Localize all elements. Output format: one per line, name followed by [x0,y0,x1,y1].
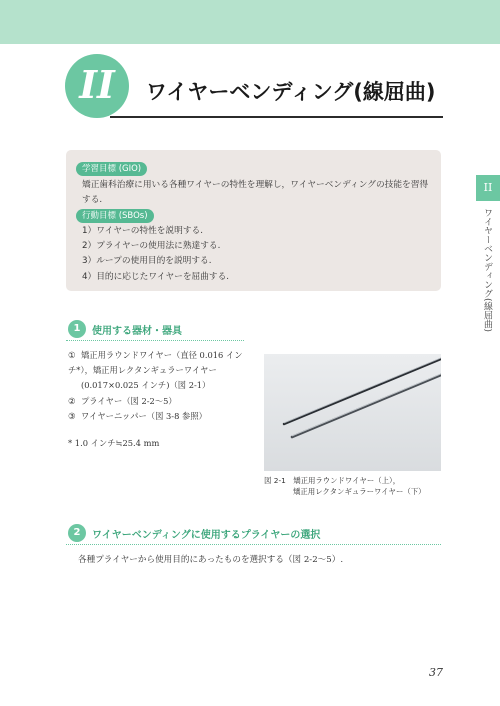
caption-line-2: 矯正用レクタンギュラーワイヤー（下） [293,487,426,496]
chapter-numeral: II [79,62,115,107]
wire-photo [264,354,441,471]
side-chapter-title: ワイヤーベンディング(線屈曲) [482,208,492,333]
side-chapter-tab: II [476,175,500,201]
sbo-label: 行動目標 (SBOs) [76,209,154,223]
tools-list-item: ② プライヤー（図 2-2〜5） [68,395,177,406]
section-2-number-badge: 2 [68,524,86,542]
chapter-title: ワイヤーベンディング(線屈曲) [146,80,436,104]
gio-label: 学習目標 (GIO) [76,162,147,176]
section-2-rule [66,544,441,545]
section-1-title: 使用する器材・器具 [92,326,182,337]
inch-footnote: * 1.0 インチ≒25.4 mm [68,438,160,448]
gio-text: 矯正歯科治療に用いる各種ワイヤーの特性を理解し，ワイヤーベンディングの技能を習得する. [82,180,429,205]
sbo-item: 2）プライヤーの使用法に熟達する. [82,241,221,252]
chapter-title-underline [110,116,443,118]
tools-list [68,348,250,424]
section-1-rule [66,340,244,341]
sbo-item: 4）目的に応じたワイヤーを屈曲する. [82,271,230,282]
caption-line-1: 図 2-1 矯正用ラウンドワイヤー（上）， [264,476,401,485]
section-1-number-badge: 1 [68,320,86,338]
tools-list-item-continued: (0.017×0.025 インチ)（図 2-1） [81,380,211,391]
tools-list-item: ③ ワイヤーニッパー（図 3-8 参照） [68,410,207,421]
section-2-title: ワイヤーベンディングに使用するプライヤーの選択 [92,530,321,541]
sbo-item: 1）ワイヤーの特性を説明する. [82,226,203,236]
page-number: 37 [429,666,443,679]
figure-2-1-caption [264,475,426,497]
tools-list-item: ① 矯正用ラウンドワイヤー（直径 0.016 インチ*），矯正用レクタンギュラーワイヤー [68,350,243,376]
top-color-band [0,0,500,44]
section-2-body: 各種プライヤーから使用目的にあったものを選択する（図 2-2〜5）. [78,555,344,565]
sbo-list [82,224,229,285]
sbo-item: 3）ループの使用目的を説明する. [82,256,212,267]
